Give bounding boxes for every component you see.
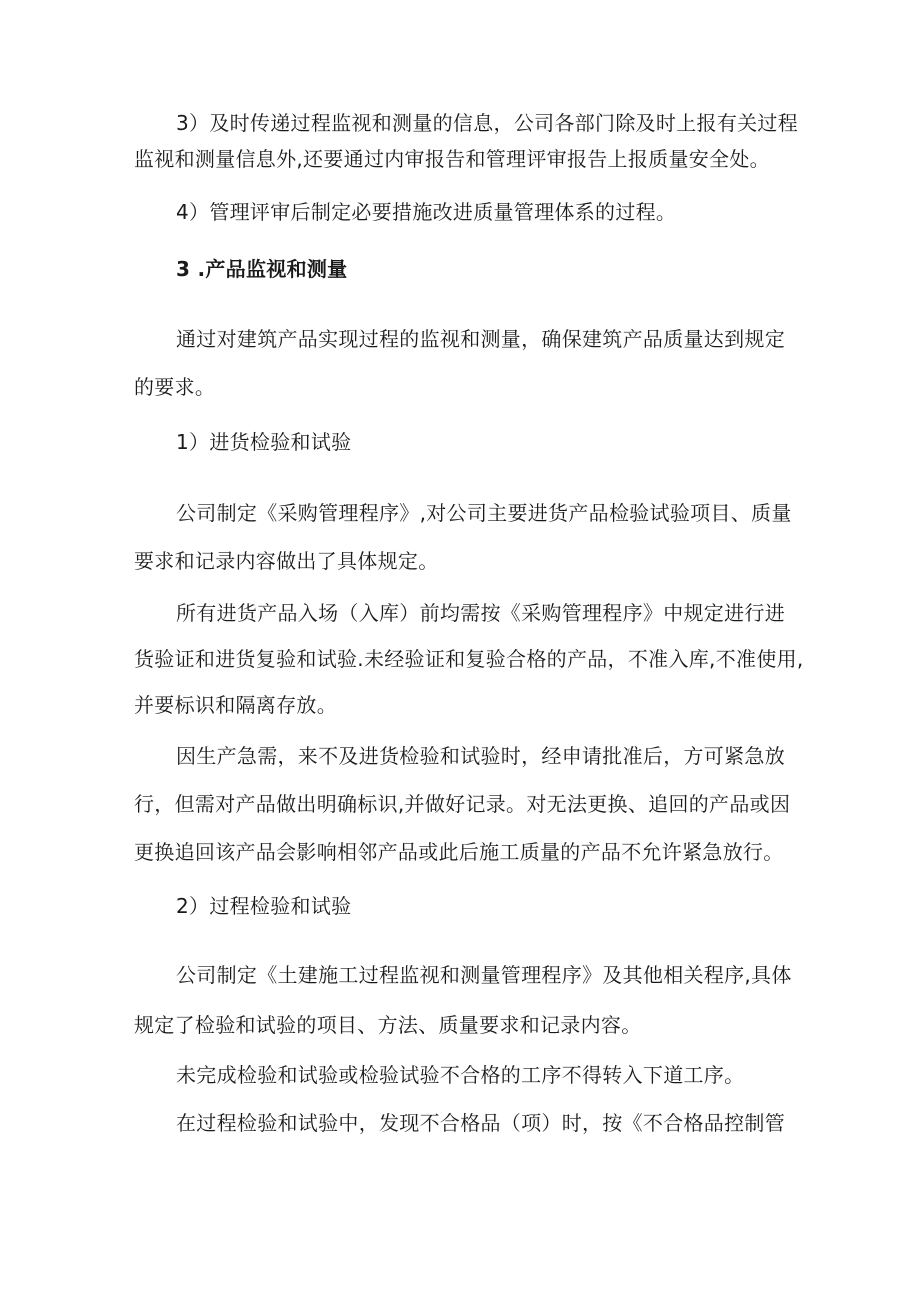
paragraph-line: 的要求。 (134, 375, 216, 399)
paragraph-line: 并要标识和隔离存放。 (134, 693, 337, 717)
paragraph-line: 公司制定《土建施工过程监视和测量管理程序》及其他相关程序,具体 (176, 963, 792, 987)
paragraph-line: 3）及时传递过程监视和测量的信息，公司各部门除及时上报有关过程 (176, 111, 799, 135)
paragraph-line: 更换追回该产品会影响相邻产品或此后施工质量的产品不允许紧急放行。 (134, 840, 784, 864)
paragraph-line: 规定了检验和试验的项目、方法、质量要求和记录内容。 (134, 1013, 642, 1037)
paragraph-line: 所有进货产品入场（入库）前均需按《采购管理程序》中规定进行进 (176, 601, 785, 625)
paragraph-line: 4）管理评审后制定必要措施改进质量管理体系的过程。 (176, 200, 677, 224)
section-heading: 3 .产品监视和测量 (176, 257, 348, 281)
paragraph-line: 在过程检验和试验中，发现不合格品（项）时，按《不合格品控制管 (176, 1111, 785, 1135)
paragraph-line: 公司制定《采购管理程序》,对公司主要进货产品检验试验项目、质量 (176, 501, 792, 525)
paragraph-line: 未完成检验和试验或检验试验不合格的工序不得转入下道工序。 (176, 1063, 745, 1087)
subsection-heading: 2）过程检验和试验 (176, 894, 352, 918)
paragraph-line: 货验证和进货复验和试验.未经验证和复验合格的产品，不准入库,不准使用, (134, 647, 804, 671)
subsection-heading: 1）进货检验和试验 (176, 430, 352, 454)
paragraph-line: 因生产急需，来不及进货检验和试验时，经申请批准后，方可紧急放 (176, 744, 785, 768)
paragraph-line: 行，但需对产品做出明确标识,并做好记录。对无法更换、追回的产品或因 (134, 792, 791, 816)
paragraph-line: 要求和记录内容做出了具体规定。 (134, 549, 439, 573)
paragraph-line: 监视和测量信息外,还要通过内审报告和管理评审报告上报质量安全处。 (134, 147, 770, 171)
paragraph-line: 通过对建筑产品实现过程的监视和测量，确保建筑产品质量达到规定 (176, 327, 785, 351)
